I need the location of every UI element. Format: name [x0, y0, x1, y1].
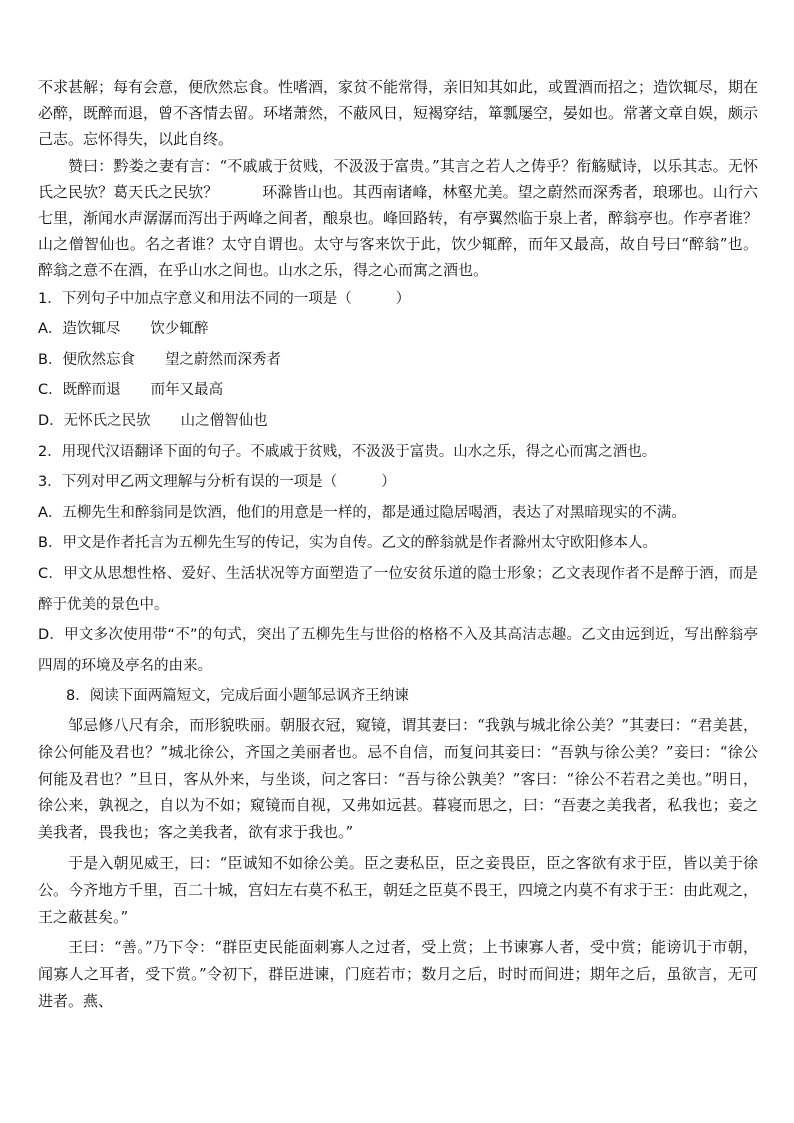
passage-a-tail: 不求甚解；每有会意，便欣然忘食。性嗜酒，家贫不能常得，亲旧知其如此，或置酒而招之；造饮辄尽，期在必醉，既醉而退，曾不吝情去留。环堵萧然，不蔽风日，短褐穿结，箪瓢屡空，晏如也。常著文章自娱，颇示己志。忘怀得失，以此自终。 — [38, 78, 759, 149]
zan-text: 赞曰：黔娄之妻有言：“不戚戚于贫贱，不汲汲于富贵。”其言之若人之俦乎？衔觞赋诗，以乐其志。无怀氏之民欤？葛天氏之民欤？ — [38, 156, 758, 201]
passage-b-text: 环滁皆山也。其西南诸峰，林壑尤美。望之蔚然而深秀者，琅琊也。山行六七里，渐闻水声潺潺而泻出于两峰之间者，酿泉也。峰回路转，有亭翼然临于泉上者，醉翁亭也。作亭者谁？山之僧智仙也。名之者谁？太守自谓也。太守与客来饮于此，饮少辄醉，而年又最高，故自号曰“醉翁”也。醉翁之意不在酒，在乎山水之间也。山水之乐，得之心而寓之酒也。 — [38, 182, 759, 280]
question-1-option-c: C．既醉而退 而年又最高 — [38, 382, 224, 399]
zouji-paragraph-2: 于是入朝见威王，曰：“臣诚知不如徐公美。臣之妻私臣，臣之妾畏臣，臣之客欲有求于臣，皆以美于徐公。今齐地方千里，百二十城，宫妇左右莫不私王，朝廷之臣莫不畏王，四境之内莫不有求于王：由此观之，王之蔽甚矣。” — [38, 853, 759, 926]
zouji-paragraph-1: 邹忌修八尺有余，而形貌昳丽。朝服衣冠，窥镜，谓其妻曰：“我孰与城北徐公美？”其妻曰：“君美甚，徐公何能及君也？”城北徐公，齐国之美丽者也。忌不自信，而复问其妾曰：“吾孰与徐公美？”妾曰：“徐公何能及君也？”旦日，客从外来，与坐谈，问之客曰：“吾与徐公孰美？”客曰：“徐公不若君之美也。”明日，徐公来，孰视之，自以为不如；窥镜而自视，又弗如远甚。暮寝而思之，曰：“吾妻之美我者，私我也；妾之美我者，畏我也；客之美我者，欲有求于我也。” — [38, 715, 758, 842]
zouji-passage — [38, 712, 758, 1015]
passage-a-zan — [38, 153, 758, 284]
question-3-option-b: B．甲文是作者托言为五柳先生写的传记，实为自传。乙文的醉翁就是作者滁州太守欧阳修本人。 — [38, 535, 657, 552]
question-3-option-a: A．五柳先生和醉翁同是饮酒，他们的用意是一样的，都是通过隐居喝酒，表达了对黑暗现实的不满。 — [38, 504, 686, 521]
question-1-option-b: B．便欣然忘食 望之蔚然而深秀者 — [38, 351, 281, 368]
zouji-paragraph-3: 王曰：“善。”乃下令：“群臣吏民能面刺寡人之过者，受上赏；上书谏寡人者，受中赏；能谤讥于市朝，闻寡人之耳者，受下赏。”令初下，群臣进谏，门庭若市；数月之后，时时而间进；期年之后，虽欲言，无可进者。燕、 — [38, 938, 758, 1010]
question-1-option-d: D．无怀氏之民欤 山之僧智仙也 — [38, 413, 268, 429]
document-page — [38, 74, 758, 1015]
question-3-option-c: C．甲文从思想性格、爱好、生活状况等方面塑造了一位安贫乐道的隐士形象；乙文表现作者不是醉于酒，而是醉于优美的景色中。 — [38, 565, 758, 613]
question-1-option-a: A．造饮辄尽 饮少辄醉 — [38, 321, 209, 338]
question-3-stem: 3．下列对甲乙两文理解与分析有误的一项是（ ） — [38, 474, 396, 491]
question-1-stem: 1．下列句子中加点字意义和用法不同的一项是（ ） — [38, 290, 411, 307]
question-3-option-d: D．甲文多次使用带“不”的句式，突出了五柳先生与世俗的格格不入及其高洁志趣。乙文由远到近，写出醉翁亭四周的环境及亭名的由来。 — [38, 627, 758, 674]
question-8-title: 8．阅读下面两篇短文，完成后面小题邹忌讽齐王纳谏 — [66, 688, 409, 705]
question-2: 2．用现代汉语翻译下面的句子。不戚戚于贫贱，不汲汲于富贵。山水之乐，得之心而寓之酒也。 — [38, 443, 657, 460]
